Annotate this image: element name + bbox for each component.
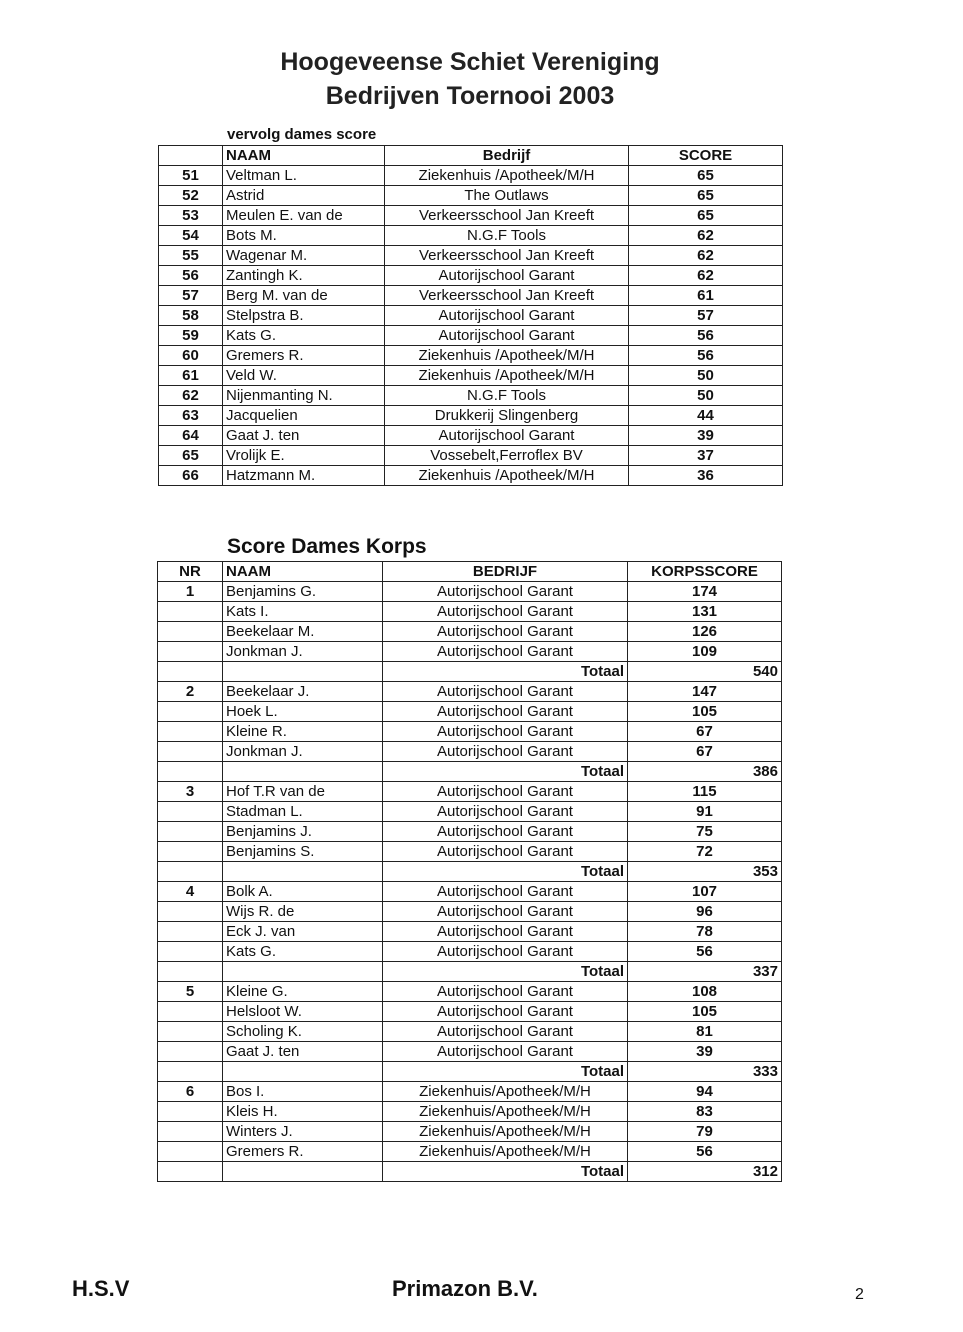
name-cell: Hoek L. bbox=[223, 702, 383, 722]
table-row bbox=[158, 1142, 782, 1162]
table-row bbox=[158, 882, 782, 902]
table-row bbox=[158, 602, 782, 622]
score-cell: 72 bbox=[628, 842, 782, 862]
company-cell: Autorijschool Garant bbox=[383, 942, 628, 962]
empty-cell bbox=[158, 962, 223, 982]
rank-cell: 62 bbox=[159, 386, 223, 406]
table-row bbox=[158, 902, 782, 922]
empty-cell bbox=[158, 1062, 223, 1082]
company-cell: Autorijschool Garant bbox=[383, 1022, 628, 1042]
table-row bbox=[159, 366, 783, 386]
name-cell: Benjamins J. bbox=[223, 822, 383, 842]
empty-cell bbox=[223, 762, 383, 782]
company-cell: Ziekenhuis /Apotheek/M/H bbox=[385, 366, 629, 386]
rank-cell: 52 bbox=[159, 186, 223, 206]
rank-cell: 54 bbox=[159, 226, 223, 246]
company-cell: Autorijschool Garant bbox=[385, 426, 629, 446]
name-cell: Jonkman J. bbox=[223, 742, 383, 762]
score-cell: 75 bbox=[628, 822, 782, 842]
section2-title: Score Dames Korps bbox=[227, 535, 427, 558]
dames-score-table bbox=[158, 145, 783, 486]
company-cell: Autorijschool Garant bbox=[383, 902, 628, 922]
table-row bbox=[158, 682, 782, 702]
footer-club-name: H.S.V bbox=[72, 1276, 130, 1301]
name-cell: Nijenmanting N. bbox=[223, 386, 385, 406]
score-cell: 56 bbox=[628, 1142, 782, 1162]
team-number-cell bbox=[158, 902, 223, 922]
score-cell: 50 bbox=[629, 366, 783, 386]
name-cell: Berg M. van de bbox=[223, 286, 385, 306]
score-cell: 65 bbox=[629, 206, 783, 226]
score-cell: 78 bbox=[628, 922, 782, 942]
rank-cell: 57 bbox=[159, 286, 223, 306]
total-label: Totaal bbox=[383, 1162, 628, 1182]
rank-cell: 66 bbox=[159, 466, 223, 486]
company-cell: Ziekenhuis/Apotheek/M/H bbox=[383, 1122, 628, 1142]
name-cell: Benjamins G. bbox=[223, 582, 383, 602]
empty-cell bbox=[158, 862, 223, 882]
table-row bbox=[158, 702, 782, 722]
table-row bbox=[159, 406, 783, 426]
company-cell: Autorijschool Garant bbox=[383, 722, 628, 742]
score-cell: 50 bbox=[629, 386, 783, 406]
team-total-row bbox=[158, 662, 782, 682]
score-cell: 79 bbox=[628, 1122, 782, 1142]
rank-cell: 58 bbox=[159, 306, 223, 326]
section1-caption: vervolg dames score bbox=[227, 126, 377, 143]
score-cell: 65 bbox=[629, 166, 783, 186]
name-cell: Beekelaar J. bbox=[223, 682, 383, 702]
score-cell: 174 bbox=[628, 582, 782, 602]
company-cell: Ziekenhuis /Apotheek/M/H bbox=[385, 346, 629, 366]
score-cell: 62 bbox=[629, 226, 783, 246]
team-number-cell bbox=[158, 1002, 223, 1022]
table-row bbox=[159, 186, 783, 206]
score-cell: 65 bbox=[629, 186, 783, 206]
name-cell: Kats G. bbox=[223, 942, 383, 962]
name-cell: Bos I. bbox=[223, 1082, 383, 1102]
score-cell: 44 bbox=[629, 406, 783, 426]
name-cell: Gremers R. bbox=[223, 1142, 383, 1162]
company-cell: Autorijschool Garant bbox=[383, 582, 628, 602]
name-cell: Wijs R. de bbox=[223, 902, 383, 922]
rank-cell: 60 bbox=[159, 346, 223, 366]
column-header-bedrijf: BEDRIJF bbox=[383, 562, 628, 582]
score-cell: 115 bbox=[628, 782, 782, 802]
score-cell: 147 bbox=[628, 682, 782, 702]
table-row bbox=[158, 722, 782, 742]
score-cell: 91 bbox=[628, 802, 782, 822]
table-row bbox=[158, 1022, 782, 1042]
table-header-row bbox=[159, 146, 783, 166]
company-cell: The Outlaws bbox=[385, 186, 629, 206]
table-row bbox=[159, 446, 783, 466]
table-row bbox=[158, 1122, 782, 1142]
team-total-value: 333 bbox=[628, 1062, 782, 1082]
score-cell: 105 bbox=[628, 702, 782, 722]
company-cell: Autorijschool Garant bbox=[383, 622, 628, 642]
empty-cell bbox=[158, 662, 223, 682]
table-row bbox=[159, 306, 783, 326]
name-cell: Scholing K. bbox=[223, 1022, 383, 1042]
table-row bbox=[159, 386, 783, 406]
score-cell: 62 bbox=[629, 266, 783, 286]
team-total-row bbox=[158, 762, 782, 782]
name-cell: Veld W. bbox=[223, 366, 385, 386]
company-cell: Verkeersschool Jan Kreeft bbox=[385, 286, 629, 306]
table-row bbox=[159, 466, 783, 486]
team-number-cell bbox=[158, 1022, 223, 1042]
name-cell: Hatzmann M. bbox=[223, 466, 385, 486]
name-cell: Winters J. bbox=[223, 1122, 383, 1142]
score-cell: 57 bbox=[629, 306, 783, 326]
company-cell: Autorijschool Garant bbox=[383, 742, 628, 762]
score-cell: 109 bbox=[628, 642, 782, 662]
score-cell: 108 bbox=[628, 982, 782, 1002]
company-cell: Autorijschool Garant bbox=[383, 642, 628, 662]
table-row bbox=[158, 1002, 782, 1022]
company-cell: Autorijschool Garant bbox=[383, 1042, 628, 1062]
team-number-cell bbox=[158, 722, 223, 742]
name-cell: Astrid bbox=[223, 186, 385, 206]
team-number-cell: 1 bbox=[158, 582, 223, 602]
company-cell: Ziekenhuis/Apotheek/M/H bbox=[383, 1142, 628, 1162]
empty-cell bbox=[223, 662, 383, 682]
company-cell: Autorijschool Garant bbox=[385, 326, 629, 346]
team-total-row bbox=[158, 1062, 782, 1082]
name-cell: Jacquelien bbox=[223, 406, 385, 426]
company-cell: Autorijschool Garant bbox=[383, 1002, 628, 1022]
table-row bbox=[158, 822, 782, 842]
total-label: Totaal bbox=[383, 762, 628, 782]
table-row bbox=[158, 802, 782, 822]
empty-cell bbox=[158, 1162, 223, 1182]
score-cell: 36 bbox=[629, 466, 783, 486]
name-cell: Kleine G. bbox=[223, 982, 383, 1002]
empty-cell bbox=[158, 762, 223, 782]
team-number-cell bbox=[158, 742, 223, 762]
name-cell: Jonkman J. bbox=[223, 642, 383, 662]
team-total-value: 386 bbox=[628, 762, 782, 782]
team-number-cell bbox=[158, 1102, 223, 1122]
column-header-nr: NR bbox=[158, 562, 223, 582]
total-label: Totaal bbox=[383, 962, 628, 982]
score-cell: 81 bbox=[628, 1022, 782, 1042]
table-row bbox=[158, 1042, 782, 1062]
team-number-cell: 4 bbox=[158, 882, 223, 902]
rank-cell: 55 bbox=[159, 246, 223, 266]
korps-score-table-body bbox=[158, 562, 782, 1182]
table-row bbox=[158, 642, 782, 662]
table-row bbox=[158, 1102, 782, 1122]
name-cell: Eck J. van bbox=[223, 922, 383, 942]
column-header-naam: NAAM bbox=[223, 146, 385, 166]
name-cell: Meulen E. van de bbox=[223, 206, 385, 226]
team-total-row bbox=[158, 962, 782, 982]
team-number-cell: 5 bbox=[158, 982, 223, 1002]
company-cell: Ziekenhuis /Apotheek/M/H bbox=[385, 166, 629, 186]
name-cell: Gaat J. ten bbox=[223, 426, 385, 446]
company-cell: Autorijschool Garant bbox=[383, 702, 628, 722]
empty-cell bbox=[223, 1062, 383, 1082]
company-cell: Autorijschool Garant bbox=[383, 982, 628, 1002]
table-row bbox=[158, 622, 782, 642]
column-header-nr bbox=[159, 146, 223, 166]
score-cell: 39 bbox=[628, 1042, 782, 1062]
name-cell: Stelpstra B. bbox=[223, 306, 385, 326]
score-cell: 67 bbox=[628, 742, 782, 762]
team-number-cell bbox=[158, 942, 223, 962]
name-cell: Helsloot W. bbox=[223, 1002, 383, 1022]
company-cell: Autorijschool Garant bbox=[383, 822, 628, 842]
table-row bbox=[158, 782, 782, 802]
name-cell: Kleis H. bbox=[223, 1102, 383, 1122]
name-cell: Gremers R. bbox=[223, 346, 385, 366]
team-number-cell: 3 bbox=[158, 782, 223, 802]
score-cell: 131 bbox=[628, 602, 782, 622]
company-cell: Ziekenhuis/Apotheek/M/H bbox=[383, 1082, 628, 1102]
team-number-cell bbox=[158, 622, 223, 642]
company-cell: Autorijschool Garant bbox=[385, 266, 629, 286]
score-cell: 96 bbox=[628, 902, 782, 922]
team-total-row bbox=[158, 1162, 782, 1182]
rank-cell: 64 bbox=[159, 426, 223, 446]
total-label: Totaal bbox=[383, 1062, 628, 1082]
team-number-cell bbox=[158, 802, 223, 822]
team-number-cell bbox=[158, 1122, 223, 1142]
score-cell: 105 bbox=[628, 1002, 782, 1022]
team-number-cell: 2 bbox=[158, 682, 223, 702]
team-number-cell bbox=[158, 602, 223, 622]
column-header-naam: NAAM bbox=[223, 562, 383, 582]
name-cell: Stadman L. bbox=[223, 802, 383, 822]
empty-cell bbox=[223, 1162, 383, 1182]
company-cell: Ziekenhuis/Apotheek/M/H bbox=[383, 1102, 628, 1122]
team-number-cell bbox=[158, 1142, 223, 1162]
company-cell: Drukkerij Slingenberg bbox=[385, 406, 629, 426]
score-cell: 56 bbox=[629, 346, 783, 366]
name-cell: Hof T.R van de bbox=[223, 782, 383, 802]
table-row bbox=[159, 326, 783, 346]
score-cell: 56 bbox=[629, 326, 783, 346]
company-cell: Autorijschool Garant bbox=[383, 842, 628, 862]
rank-cell: 56 bbox=[159, 266, 223, 286]
table-row bbox=[159, 166, 783, 186]
name-cell: Kats G. bbox=[223, 326, 385, 346]
name-cell: Bots M. bbox=[223, 226, 385, 246]
team-total-value: 353 bbox=[628, 862, 782, 882]
name-cell: Kleine R. bbox=[223, 722, 383, 742]
name-cell: Vrolijk E. bbox=[223, 446, 385, 466]
company-cell: N.G.F Tools bbox=[385, 226, 629, 246]
score-cell: 61 bbox=[629, 286, 783, 306]
team-number-cell bbox=[158, 702, 223, 722]
table-row bbox=[159, 426, 783, 446]
rank-cell: 53 bbox=[159, 206, 223, 226]
korps-score-table bbox=[157, 561, 782, 1182]
name-cell: Beekelaar M. bbox=[223, 622, 383, 642]
rank-cell: 63 bbox=[159, 406, 223, 426]
company-cell: Vossebelt,Ferroflex BV bbox=[385, 446, 629, 466]
score-cell: 107 bbox=[628, 882, 782, 902]
table-row bbox=[158, 742, 782, 762]
rank-cell: 61 bbox=[159, 366, 223, 386]
table-row bbox=[158, 582, 782, 602]
company-cell: N.G.F Tools bbox=[385, 386, 629, 406]
score-cell: 83 bbox=[628, 1102, 782, 1122]
table-header-row bbox=[158, 562, 782, 582]
score-cell: 62 bbox=[629, 246, 783, 266]
team-total-value: 337 bbox=[628, 962, 782, 982]
name-cell: Benjamins S. bbox=[223, 842, 383, 862]
name-cell: Wagenar M. bbox=[223, 246, 385, 266]
name-cell: Kats I. bbox=[223, 602, 383, 622]
table-row bbox=[159, 346, 783, 366]
company-cell: Autorijschool Garant bbox=[383, 782, 628, 802]
score-cell: 67 bbox=[628, 722, 782, 742]
total-label: Totaal bbox=[383, 662, 628, 682]
empty-cell bbox=[223, 862, 383, 882]
company-cell: Autorijschool Garant bbox=[383, 682, 628, 702]
rank-cell: 65 bbox=[159, 446, 223, 466]
table-row bbox=[159, 286, 783, 306]
score-cell: 94 bbox=[628, 1082, 782, 1102]
dames-score-table-body bbox=[159, 146, 783, 486]
team-number-cell: 6 bbox=[158, 1082, 223, 1102]
document-title: Hoogeveense Schiet Vereniging bbox=[280, 48, 660, 76]
table-row bbox=[158, 842, 782, 862]
team-number-cell bbox=[158, 922, 223, 942]
empty-cell bbox=[223, 962, 383, 982]
team-number-cell bbox=[158, 842, 223, 862]
column-header-korpsscore: KORPSSCORE bbox=[628, 562, 782, 582]
company-cell: Autorijschool Garant bbox=[385, 306, 629, 326]
score-cell: 56 bbox=[628, 942, 782, 962]
column-header-bedrijf: Bedrijf bbox=[385, 146, 629, 166]
column-header-score: SCORE bbox=[629, 146, 783, 166]
team-number-cell bbox=[158, 822, 223, 842]
score-cell: 126 bbox=[628, 622, 782, 642]
table-row bbox=[159, 246, 783, 266]
name-cell: Bolk A. bbox=[223, 882, 383, 902]
table-row bbox=[158, 942, 782, 962]
total-label: Totaal bbox=[383, 862, 628, 882]
rank-cell: 51 bbox=[159, 166, 223, 186]
team-number-cell bbox=[158, 1042, 223, 1062]
team-number-cell bbox=[158, 642, 223, 662]
company-cell: Autorijschool Garant bbox=[383, 602, 628, 622]
rank-cell: 59 bbox=[159, 326, 223, 346]
company-cell: Autorijschool Garant bbox=[383, 882, 628, 902]
company-cell: Verkeersschool Jan Kreeft bbox=[385, 246, 629, 266]
name-cell: Gaat J. ten bbox=[223, 1042, 383, 1062]
document-subtitle: Bedrijven Toernooi 2003 bbox=[325, 82, 615, 110]
table-row bbox=[159, 206, 783, 226]
table-row bbox=[158, 1082, 782, 1102]
table-row bbox=[158, 922, 782, 942]
team-total-value: 312 bbox=[628, 1162, 782, 1182]
company-cell: Autorijschool Garant bbox=[383, 802, 628, 822]
table-row bbox=[159, 226, 783, 246]
score-cell: 37 bbox=[629, 446, 783, 466]
company-cell: Verkeersschool Jan Kreeft bbox=[385, 206, 629, 226]
company-cell: Ziekenhuis /Apotheek/M/H bbox=[385, 466, 629, 486]
table-row bbox=[159, 266, 783, 286]
score-cell: 39 bbox=[629, 426, 783, 446]
company-cell: Autorijschool Garant bbox=[383, 922, 628, 942]
page-number: 2 bbox=[855, 1286, 864, 1303]
name-cell: Zantingh K. bbox=[223, 266, 385, 286]
team-total-row bbox=[158, 862, 782, 882]
table-row bbox=[158, 982, 782, 1002]
footer-sponsor-name: Primazon B.V. bbox=[392, 1276, 538, 1301]
team-total-value: 540 bbox=[628, 662, 782, 682]
name-cell: Veltman L. bbox=[223, 166, 385, 186]
